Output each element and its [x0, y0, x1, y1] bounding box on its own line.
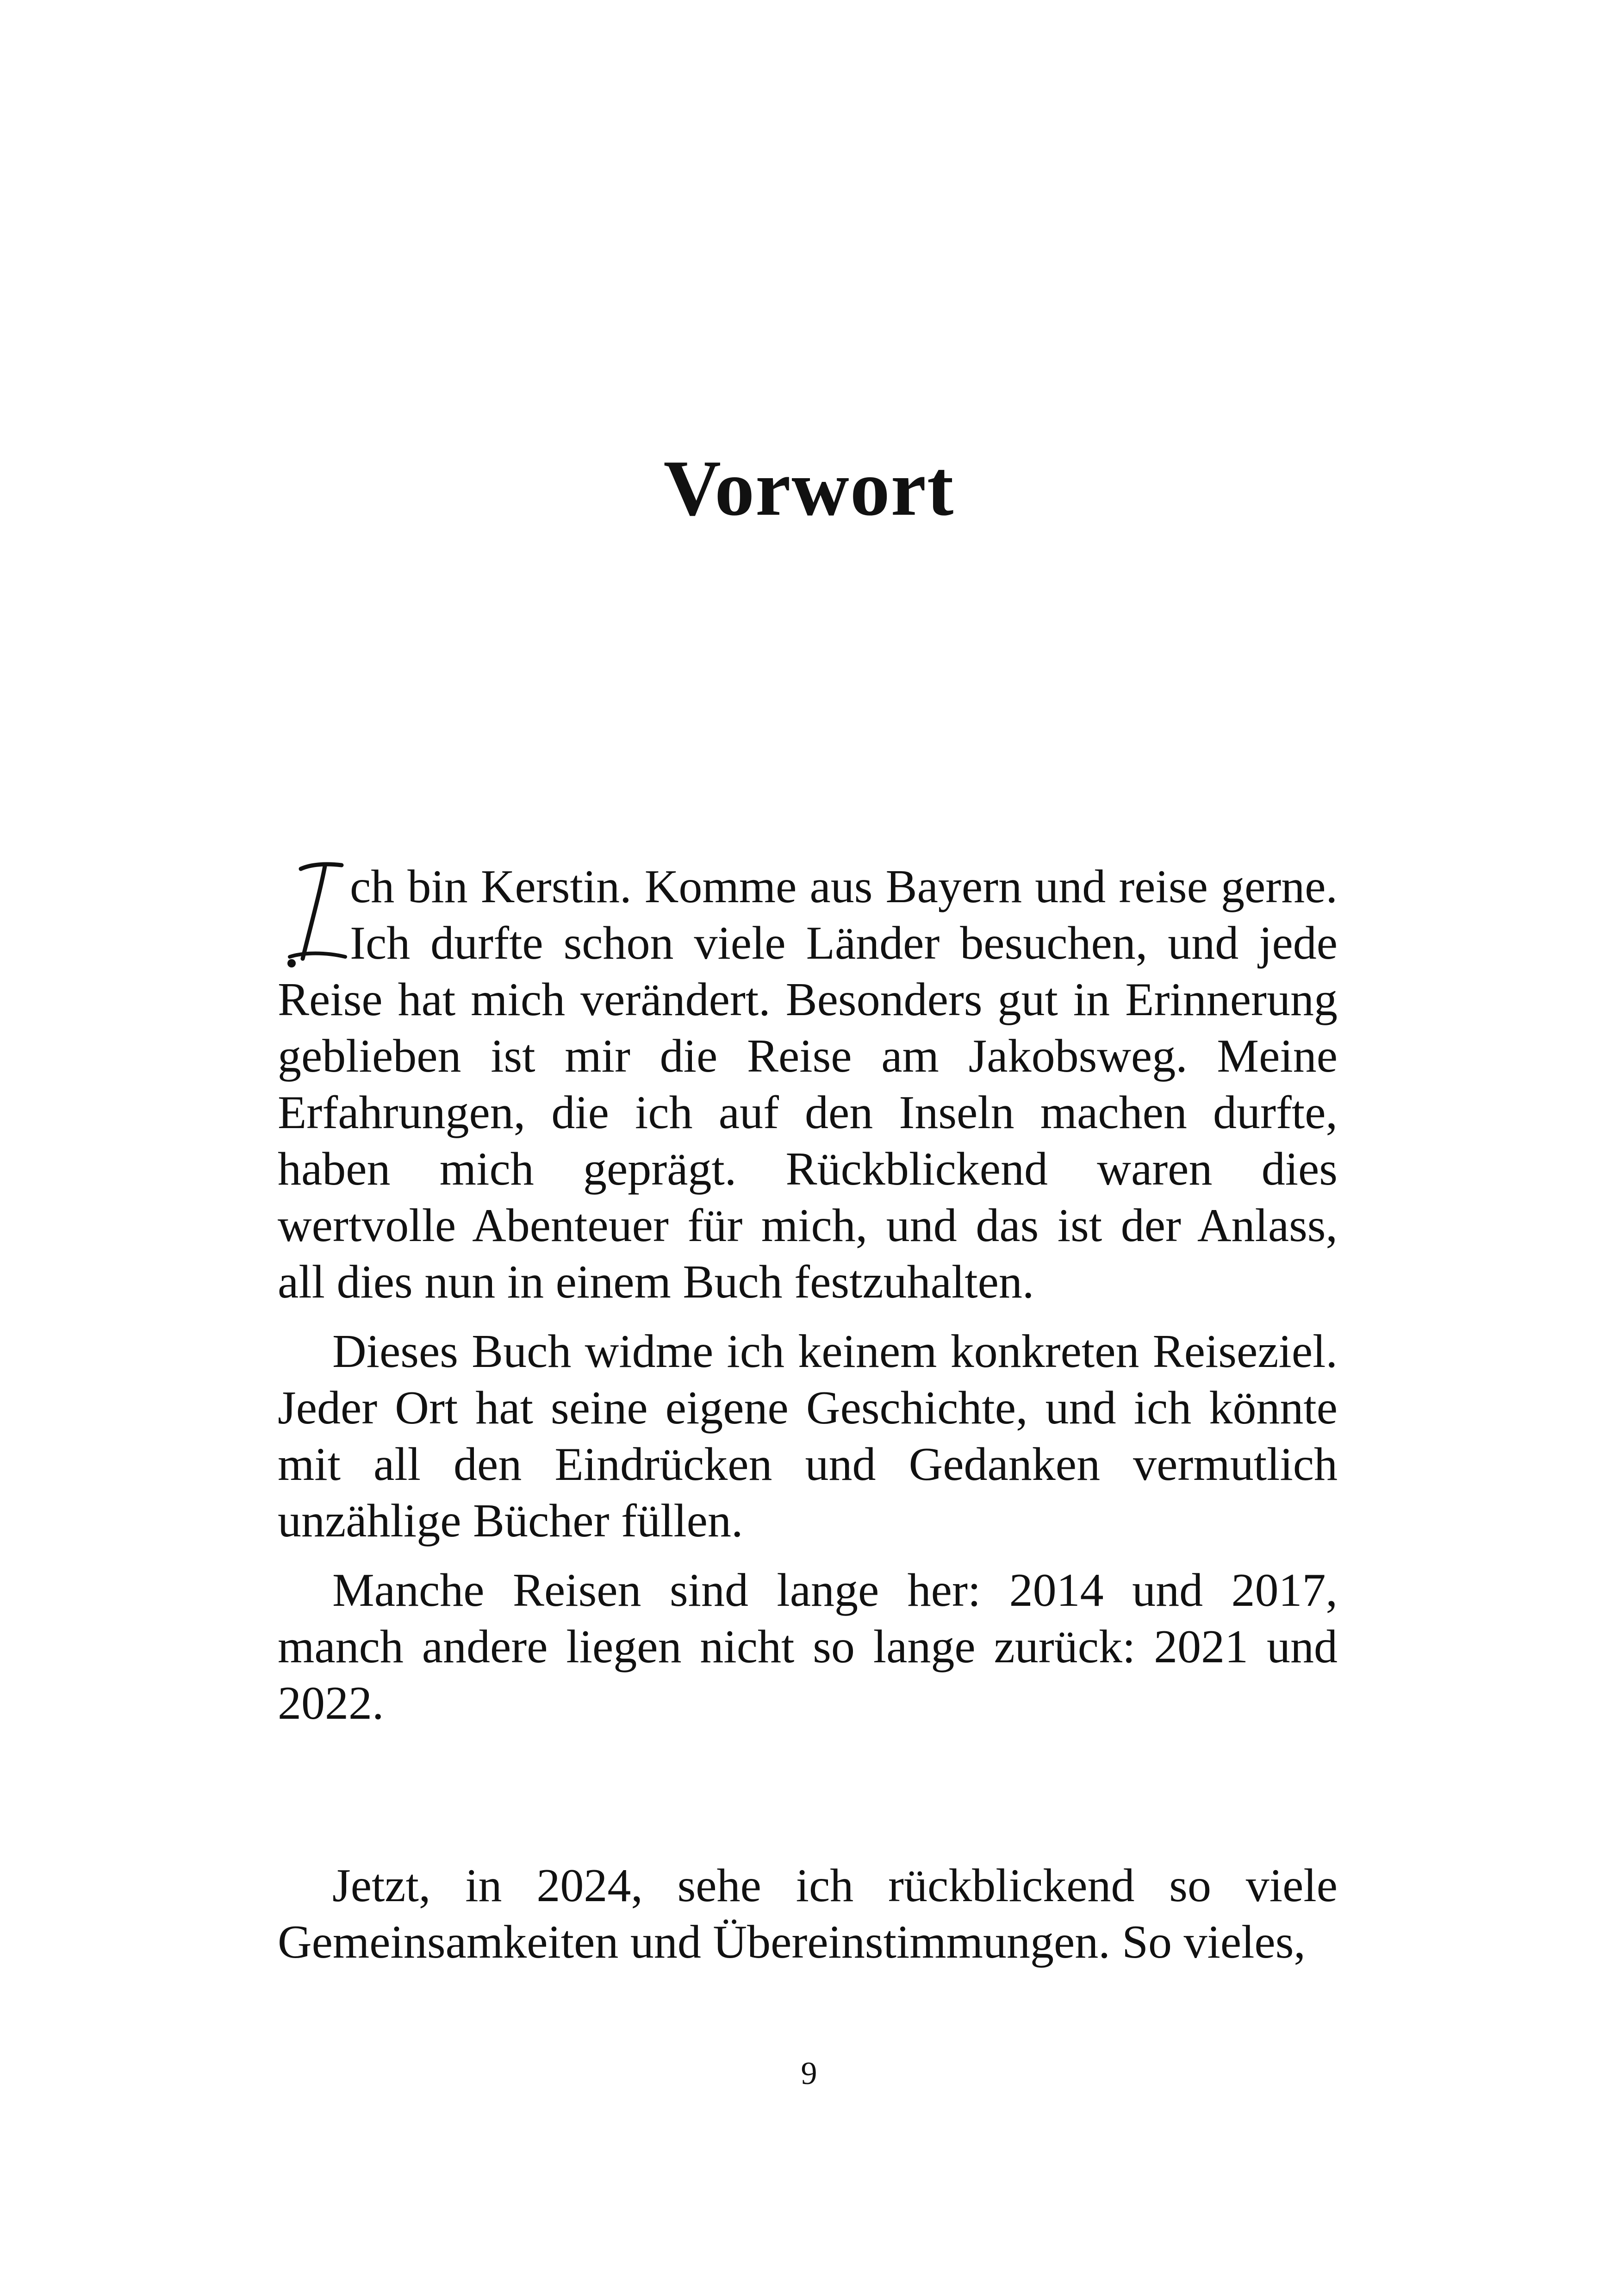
paragraph-4: Jetzt, in 2024, sehe ich rückblickend so viele Gemeinsamkeiten und Übereinstimmungen. So vieles, [278, 1859, 1338, 1968]
dropcap-glyph [278, 859, 347, 971]
page-number: 9 [801, 2056, 817, 2091]
paragraph-1 [278, 859, 1338, 1310]
dropcap [278, 859, 347, 971]
paragraph-2: Dieses Buch widme ich keinem konkreten Reiseziel. Jeder Ort hat seine eigene Geschichte, und ich könnte mit all den Eindrücken und Gedanken vermutlich unzählige Bücher füllen. [278, 1325, 1338, 1547]
paragraph-3: Manche Reisen sind lange her: 2014 und 2017, manch andere liegen nicht so lange zurück: 2021 und 2022. [278, 1564, 1338, 1729]
chapter-title: Vorwort [663, 444, 955, 532]
body-text [278, 859, 1338, 1971]
paragraph-1-text: ch bin Kerstin. Komme aus Bayern und reise gerne. Ich durfte schon viele Länder besuchen, und jede Reise hat mich verändert. Besonders gut in Erinnerung geblieben ist mir die Reise am Jakobsweg. Meine Erfahrungen, die ich auf den Inseln machen durfte, haben mich geprägt. Rückblickend waren dies wertvolle Abenteuer für mich, und das ist der Anlass, all dies nun in einem Buch festzuhalten. [278, 861, 1338, 1308]
